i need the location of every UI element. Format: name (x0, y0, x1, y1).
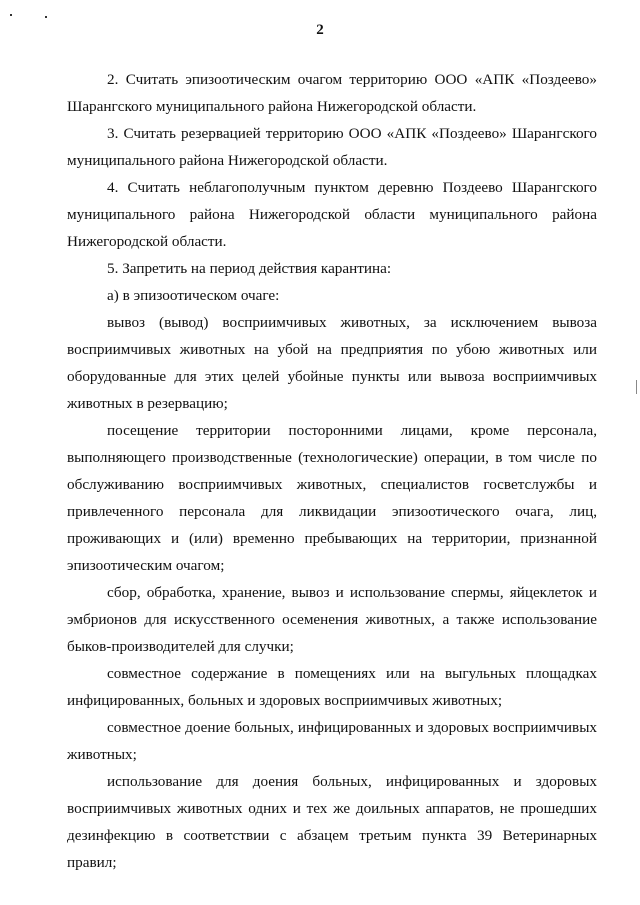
prohibition-milking-devices: использование для доения больных, инфицированных и здоровых восприимчивых животных одних и тех же доильных аппаратов, не прошедших дезинфекцию в соответствии с абзацем третьим пункта 39 Ветеринарных правил; (67, 773, 597, 871)
scan-speck (45, 16, 47, 18)
prohibition-joint-housing: совместное содержание в помещениях или на выгульных площадках инфицированных, больных и здоровых восприимчивых животных; (67, 665, 597, 709)
paragraph-item-3: 3. Считать резервацией территорию ООО «АПК «Поздеево» Шарангского муниципального района Нижегородской области. (67, 125, 597, 169)
paragraph-item-4: 4. Считать неблагополучным пунктом деревню Поздеево Шарангского муниципального района Нижегородской области муниципального района Нижегородской области. (67, 179, 597, 250)
subitem-a: а) в эпизоотическом очаге: (107, 287, 280, 304)
scan-speck (10, 14, 12, 16)
document-body (67, 66, 597, 876)
paragraph-item-5: 5. Запретить на период действия карантина: (107, 260, 392, 277)
prohibition-visits: посещение территории посторонними лицами, кроме персонала, выполняющего производственные (технологические) операции, в том числе по обслуживанию восприимчивых животных, специалистов госветслужбы и привлеченного персонала для ликвидации эпизоотического очага, лиц, проживающих и (или) временно пребывающих на территории, признанной эпизоотическим очагом; (67, 422, 597, 574)
paragraph-item-2: 2. Считать эпизоотическим очагом территорию ООО «АПК «Поздеево» Шарангского муниципального района Нижегородской области. (67, 71, 597, 115)
scan-speck (636, 380, 637, 394)
page-number: 2 (316, 22, 324, 38)
prohibition-export: вывоз (вывод) восприимчивых животных, за исключением вывоза восприимчивых животных на убой на предприятия по убою животных или оборудованные для этих целей убойные пункты или вывоза восприимчивых животных в резервацию; (67, 314, 597, 412)
prohibition-semen: сбор, обработка, хранение, вывоз и использование спермы, яйцеклеток и эмбрионов для искусственного осеменения животных, а также использование быков-производителей для случки; (67, 584, 597, 655)
prohibition-joint-milking: совместное доение больных, инфицированных и здоровых восприимчивых животных; (67, 719, 597, 763)
